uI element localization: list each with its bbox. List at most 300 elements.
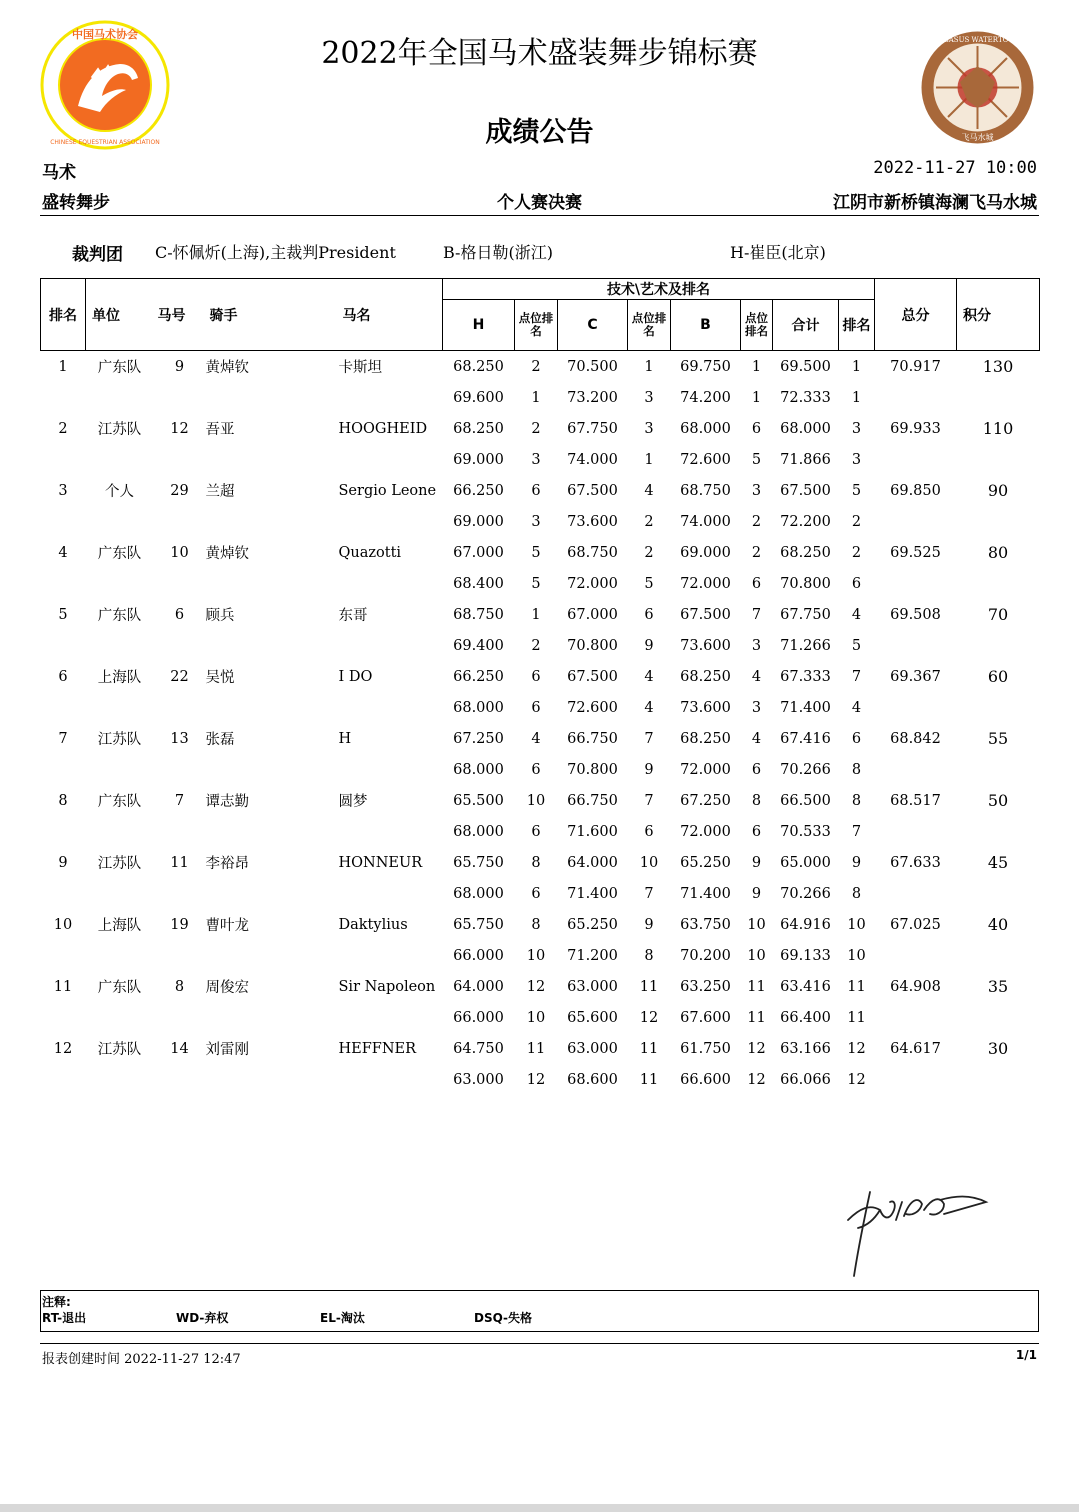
table-row: [41, 723, 1040, 754]
notes-box: [40, 1290, 1039, 1332]
rank-cell: 5: [58, 606, 68, 623]
tech-score-cell: 68.250: [780, 544, 831, 561]
table-row-art: [41, 692, 1040, 723]
horse-no-cell: 12: [170, 420, 189, 437]
total-cell: 67.633: [890, 854, 941, 871]
rider-cell: 张磊: [205, 732, 235, 748]
tech-score-cell: 3: [644, 420, 654, 437]
art-score-cell: 3: [531, 451, 541, 468]
art-score-cell: 5: [851, 637, 862, 654]
empty-cell: [875, 1064, 957, 1095]
rank-cell: 12: [53, 1040, 73, 1057]
art-score-cell: 2: [644, 513, 654, 530]
empty-cell: [875, 1002, 957, 1033]
empty-cell: [86, 816, 154, 847]
col-rider: 骑手: [206, 279, 339, 351]
art-score-cell: 70.266: [780, 885, 831, 902]
tech-score-cell: 68.000: [780, 420, 831, 437]
rank-cell: 3: [58, 482, 68, 499]
col-horse-no: 马号: [154, 279, 206, 351]
art-score-cell: 8: [851, 761, 862, 778]
empty-cell: [86, 444, 154, 475]
art-score-cell: 72.000: [680, 823, 731, 840]
empty-cell: [339, 568, 443, 599]
tech-score-cell: 68.250: [453, 358, 504, 375]
empty-cell: [339, 506, 443, 537]
col-horse: 马名: [339, 279, 443, 351]
empty-cell: [206, 940, 339, 971]
page-title: 2022年全国马术盛装舞步锦标赛: [321, 36, 758, 71]
empty-cell: [86, 878, 154, 909]
art-score-cell: 74.000: [567, 451, 618, 468]
team-cell: 江苏队: [97, 856, 142, 872]
tech-score-cell: 68.250: [680, 730, 731, 747]
tech-score-cell: 67.333: [780, 668, 831, 685]
rank-cell: 6: [58, 668, 68, 685]
tech-score-cell: 1: [851, 358, 862, 375]
empty-cell: [86, 940, 154, 971]
tech-score-cell: 12: [847, 1040, 866, 1057]
art-score-cell: 72.200: [780, 513, 831, 530]
art-score-cell: 9: [644, 637, 654, 654]
tech-score-cell: 9: [751, 854, 762, 871]
rider-cell: 顾兵: [205, 608, 235, 624]
empty-cell: [154, 692, 206, 723]
art-score-cell: 69.000: [453, 513, 504, 530]
points-cell: 40: [987, 915, 1009, 934]
results-table: [40, 278, 1040, 1095]
empty-cell: [957, 878, 1040, 909]
total-cell: 68.842: [890, 730, 941, 747]
art-score-cell: 68.000: [453, 699, 504, 716]
art-score-cell: 73.200: [567, 389, 618, 406]
tech-score-cell: 4: [531, 730, 541, 747]
team-cell: 广东队: [97, 546, 142, 562]
tech-score-cell: 67.416: [780, 730, 831, 747]
tech-score-cell: 68.250: [680, 668, 731, 685]
art-score-cell: 71.200: [567, 947, 618, 964]
note-wd: WD-弃权: [176, 1311, 229, 1325]
tech-score-cell: 65.750: [453, 854, 504, 871]
empty-cell: [41, 1002, 86, 1033]
tech-score-cell: 11: [847, 978, 866, 995]
art-score-cell: 6: [751, 575, 762, 592]
empty-cell: [41, 692, 86, 723]
art-score-cell: 66.000: [453, 1009, 504, 1026]
art-score-cell: 70.533: [780, 823, 831, 840]
empty-cell: [154, 1002, 206, 1033]
art-score-cell: 11: [639, 1071, 659, 1088]
art-score-cell: 6: [751, 761, 762, 778]
tech-score-cell: 4: [644, 668, 654, 685]
art-score-cell: 3: [644, 389, 654, 406]
tech-score-cell: 63.750: [680, 916, 731, 933]
art-score-cell: 1: [751, 389, 762, 406]
empty-cell: [206, 816, 339, 847]
empty-cell: [206, 568, 339, 599]
sport-label: 马术: [42, 163, 76, 183]
empty-cell: [875, 382, 957, 413]
horse-no-cell: 10: [170, 544, 189, 561]
empty-cell: [875, 692, 957, 723]
empty-cell: [206, 878, 339, 909]
col-sum: 合计: [773, 300, 839, 351]
col-team: 单位: [86, 279, 154, 351]
empty-cell: [41, 444, 86, 475]
results-body: [41, 351, 1040, 1096]
tech-score-cell: 6: [531, 482, 541, 499]
notes-label: 注释:: [42, 1295, 71, 1309]
horse-cell: HONNEUR: [338, 854, 423, 871]
horse-no-cell: 19: [170, 916, 189, 933]
team-cell: 上海队: [97, 670, 142, 686]
team-cell: 广东队: [97, 360, 142, 376]
points-cell: 30: [987, 1039, 1009, 1058]
art-score-cell: 74.000: [680, 513, 731, 530]
total-cell: 69.367: [890, 668, 941, 685]
empty-cell: [86, 692, 154, 723]
empty-cell: [875, 816, 957, 847]
art-score-cell: 7: [851, 823, 862, 840]
tech-score-cell: 67.500: [567, 482, 618, 499]
empty-cell: [339, 1002, 443, 1033]
note-rt: RT-退出: [42, 1311, 87, 1325]
art-score-cell: 72.600: [680, 451, 731, 468]
tech-score-cell: 2: [531, 358, 541, 375]
col-total: 总分: [875, 279, 957, 351]
art-score-cell: 70.266: [780, 761, 831, 778]
art-score-cell: 73.600: [567, 513, 618, 530]
art-score-cell: 2: [851, 513, 862, 530]
horse-cell: I DO: [338, 668, 373, 685]
empty-cell: [339, 816, 443, 847]
page-subtitle: 成绩公告: [485, 117, 594, 148]
tech-score-cell: 6: [644, 606, 654, 623]
art-score-cell: 5: [531, 575, 541, 592]
total-cell: 68.517: [890, 792, 941, 809]
col-c-place: 点位排名: [628, 300, 671, 351]
empty-cell: [206, 506, 339, 537]
empty-cell: [339, 382, 443, 413]
art-score-cell: 70.800: [567, 761, 618, 778]
empty-cell: [206, 630, 339, 661]
tech-score-cell: 67.500: [680, 606, 731, 623]
col-b: B: [671, 300, 741, 351]
team-cell: 江苏队: [97, 732, 142, 748]
empty-cell: [957, 754, 1040, 785]
rank-cell: 11: [53, 978, 73, 995]
tech-score-cell: 68.250: [453, 420, 504, 437]
horse-cell: HEFFNER: [338, 1040, 417, 1057]
art-score-cell: 10: [847, 947, 866, 964]
judge-h: H-崔臣(北京): [730, 243, 826, 262]
art-score-cell: 65.600: [567, 1009, 618, 1026]
table-row-art: [41, 568, 1040, 599]
art-score-cell: 3: [851, 451, 862, 468]
empty-cell: [875, 630, 957, 661]
header-divider: [40, 215, 1039, 216]
empty-cell: [154, 816, 206, 847]
art-score-cell: 8: [851, 885, 862, 902]
art-score-cell: 6: [531, 699, 541, 716]
art-score-cell: 66.000: [453, 947, 504, 964]
rank-cell: 4: [58, 544, 68, 561]
signature: [840, 1180, 1000, 1280]
tech-score-cell: 66.750: [567, 730, 618, 747]
horse-cell: Daktylius: [338, 916, 408, 933]
empty-cell: [41, 816, 86, 847]
table-row: [41, 599, 1040, 630]
empty-cell: [154, 754, 206, 785]
art-score-cell: 68.000: [453, 761, 504, 778]
points-cell: 50: [987, 791, 1009, 810]
art-score-cell: 70.800: [567, 637, 618, 654]
table-row: [41, 847, 1040, 878]
art-score-cell: 71.866: [780, 451, 831, 468]
art-score-cell: 8: [644, 947, 654, 964]
svg-text:中国马术协会: 中国马术协会: [72, 28, 138, 41]
horse-no-cell: 8: [174, 978, 185, 995]
tech-score-cell: 70.500: [567, 358, 618, 375]
total-cell: 70.917: [890, 358, 941, 375]
rider-cell: 兰超: [205, 484, 235, 500]
tech-score-cell: 10: [847, 916, 866, 933]
empty-cell: [957, 444, 1040, 475]
art-score-cell: 5: [644, 575, 654, 592]
note-el: EL-淘汰: [320, 1311, 365, 1325]
tech-score-cell: 3: [851, 420, 862, 437]
art-score-cell: 72.000: [567, 575, 618, 592]
art-score-cell: 10: [747, 947, 766, 964]
tech-score-cell: 12: [526, 978, 546, 995]
art-score-cell: 68.000: [453, 823, 504, 840]
empty-cell: [154, 878, 206, 909]
empty-cell: [154, 940, 206, 971]
empty-cell: [957, 692, 1040, 723]
art-score-cell: 67.600: [680, 1009, 731, 1026]
tech-score-cell: 11: [747, 978, 766, 995]
empty-cell: [957, 630, 1040, 661]
table-row: [41, 537, 1040, 568]
art-score-cell: 12: [747, 1071, 766, 1088]
tech-score-cell: 10: [526, 792, 546, 809]
empty-cell: [41, 1064, 86, 1095]
horse-cell: Sergio Leone: [338, 482, 437, 499]
points-cell: 45: [987, 853, 1009, 872]
tech-score-cell: 63.416: [780, 978, 831, 995]
table-row: [41, 971, 1040, 1002]
empty-cell: [206, 444, 339, 475]
art-score-cell: 10: [526, 1009, 546, 1026]
tech-score-cell: 67.250: [453, 730, 504, 747]
empty-cell: [154, 444, 206, 475]
points-cell: 110: [982, 419, 1014, 438]
rider-cell: 李裕昂: [205, 856, 249, 872]
tech-score-cell: 69.000: [680, 544, 731, 561]
art-score-cell: 6: [531, 885, 541, 902]
art-score-cell: 73.600: [680, 699, 731, 716]
art-score-cell: 69.400: [453, 637, 504, 654]
art-score-cell: 68.600: [567, 1071, 618, 1088]
rider-cell: 周俊宏: [205, 980, 249, 996]
table-row-art: [41, 444, 1040, 475]
table-row-art: [41, 506, 1040, 537]
points-cell: 90: [987, 481, 1009, 500]
horse-no-cell: 9: [174, 358, 185, 375]
tech-score-cell: 8: [751, 792, 762, 809]
tech-score-cell: 11: [639, 978, 659, 995]
art-score-cell: 68.400: [453, 575, 504, 592]
empty-cell: [86, 754, 154, 785]
table-row: [41, 475, 1040, 506]
tech-score-cell: 9: [644, 916, 654, 933]
art-score-cell: 4: [644, 699, 654, 716]
empty-cell: [206, 1064, 339, 1095]
tech-score-cell: 6: [851, 730, 862, 747]
rider-cell: 吴悦: [205, 670, 235, 686]
tech-score-cell: 65.750: [453, 916, 504, 933]
art-score-cell: 69.600: [453, 389, 504, 406]
tech-score-cell: 67.750: [567, 420, 618, 437]
tech-score-cell: 65.000: [780, 854, 831, 871]
tech-score-cell: 2: [751, 544, 762, 561]
tech-score-cell: 5: [851, 482, 862, 499]
team-cell: 上海队: [97, 918, 142, 934]
tech-score-cell: 67.250: [680, 792, 731, 809]
rank-cell: 1: [58, 358, 68, 375]
art-score-cell: 66.400: [780, 1009, 831, 1026]
art-score-cell: 71.266: [780, 637, 831, 654]
horse-no-cell: 14: [170, 1040, 189, 1057]
empty-cell: [86, 568, 154, 599]
tech-score-cell: 69.500: [780, 358, 831, 375]
empty-cell: [875, 568, 957, 599]
tech-score-cell: 63.250: [680, 978, 731, 995]
horse-cell: Sir Napoleon: [338, 978, 436, 995]
tech-score-cell: 8: [531, 916, 541, 933]
table-row-art: [41, 630, 1040, 661]
tech-score-cell: 5: [531, 544, 541, 561]
col-points: 积分: [957, 279, 1040, 351]
rank-cell: 10: [53, 916, 73, 933]
art-score-cell: 10: [526, 947, 546, 964]
horse-cell: 圆梦: [338, 794, 368, 810]
tech-score-cell: 66.250: [453, 668, 504, 685]
table-row: [41, 351, 1040, 383]
signature-icon: [840, 1180, 1000, 1280]
tech-score-cell: 4: [751, 730, 762, 747]
team-cell: 江苏队: [97, 1042, 142, 1058]
art-score-cell: 6: [644, 823, 654, 840]
empty-cell: [957, 816, 1040, 847]
table-row: [41, 661, 1040, 692]
table-row-art: [41, 816, 1040, 847]
art-score-cell: 72.600: [567, 699, 618, 716]
art-score-cell: 9: [751, 885, 762, 902]
team-cell: 江苏队: [97, 422, 142, 438]
tech-score-cell: 8: [851, 792, 862, 809]
rider-cell: 吾亚: [205, 422, 235, 438]
empty-cell: [41, 940, 86, 971]
table-row: [41, 1033, 1040, 1064]
art-score-cell: 11: [747, 1009, 766, 1026]
tech-score-cell: 68.750: [567, 544, 618, 561]
points-cell: 60: [987, 667, 1009, 686]
team-cell: 个人: [105, 484, 134, 500]
rank-cell: 7: [58, 730, 68, 747]
total-cell: 67.025: [890, 916, 941, 933]
total-cell: 64.617: [890, 1040, 941, 1057]
judge-b: B-格日勒(浙江): [443, 243, 553, 262]
art-score-cell: 72.000: [680, 761, 731, 778]
tech-score-cell: 2: [644, 544, 654, 561]
tech-score-cell: 10: [747, 916, 766, 933]
empty-cell: [957, 1002, 1040, 1033]
empty-cell: [875, 878, 957, 909]
empty-cell: [339, 1064, 443, 1095]
tech-score-cell: 64.000: [567, 854, 618, 871]
empty-cell: [41, 754, 86, 785]
report-created: 报表创建时间 2022-11-27 12:47: [42, 1352, 241, 1367]
table-row-art: [41, 382, 1040, 413]
empty-cell: [41, 630, 86, 661]
points-cell: 55: [987, 729, 1009, 748]
tech-score-cell: 68.000: [680, 420, 731, 437]
discipline-label: 盛转舞步: [42, 193, 110, 213]
tech-score-cell: 65.500: [453, 792, 504, 809]
art-score-cell: 71.400: [780, 699, 831, 716]
tech-score-cell: 4: [644, 482, 654, 499]
art-score-cell: 3: [751, 699, 762, 716]
art-score-cell: 2: [751, 513, 762, 530]
art-score-cell: 12: [639, 1009, 659, 1026]
team-cell: 广东队: [97, 608, 142, 624]
col-h-place: 点位排名: [515, 300, 558, 351]
art-score-cell: 2: [531, 637, 541, 654]
tech-score-cell: 61.750: [680, 1040, 731, 1057]
total-cell: 69.933: [890, 420, 941, 437]
horse-no-cell: 13: [170, 730, 189, 747]
empty-cell: [875, 940, 957, 971]
empty-cell: [41, 568, 86, 599]
art-score-cell: 69.133: [780, 947, 831, 964]
tech-score-cell: 3: [751, 482, 762, 499]
empty-cell: [206, 1002, 339, 1033]
horse-cell: HOOGHEID: [338, 420, 428, 437]
art-score-cell: 71.600: [567, 823, 618, 840]
points-cell: 70: [987, 605, 1009, 624]
table-row-art: [41, 940, 1040, 971]
col-sum-rank: 排名: [839, 300, 875, 351]
horse-cell: 卡斯坦: [338, 360, 382, 376]
empty-cell: [957, 940, 1040, 971]
tech-score-cell: 63.000: [567, 1040, 618, 1057]
art-score-cell: 5: [751, 451, 762, 468]
total-cell: 64.908: [890, 978, 941, 995]
empty-cell: [957, 568, 1040, 599]
horse-no-cell: 22: [170, 668, 189, 685]
rank-cell: 8: [58, 792, 68, 809]
tech-score-cell: 65.250: [567, 916, 618, 933]
empty-cell: [154, 630, 206, 661]
art-score-cell: 6: [751, 823, 762, 840]
empty-cell: [339, 940, 443, 971]
horse-cell: 东哥: [338, 608, 368, 624]
art-score-cell: 63.000: [453, 1071, 504, 1088]
art-score-cell: 1: [851, 389, 862, 406]
empty-cell: [206, 692, 339, 723]
art-score-cell: 66.066: [780, 1071, 831, 1088]
